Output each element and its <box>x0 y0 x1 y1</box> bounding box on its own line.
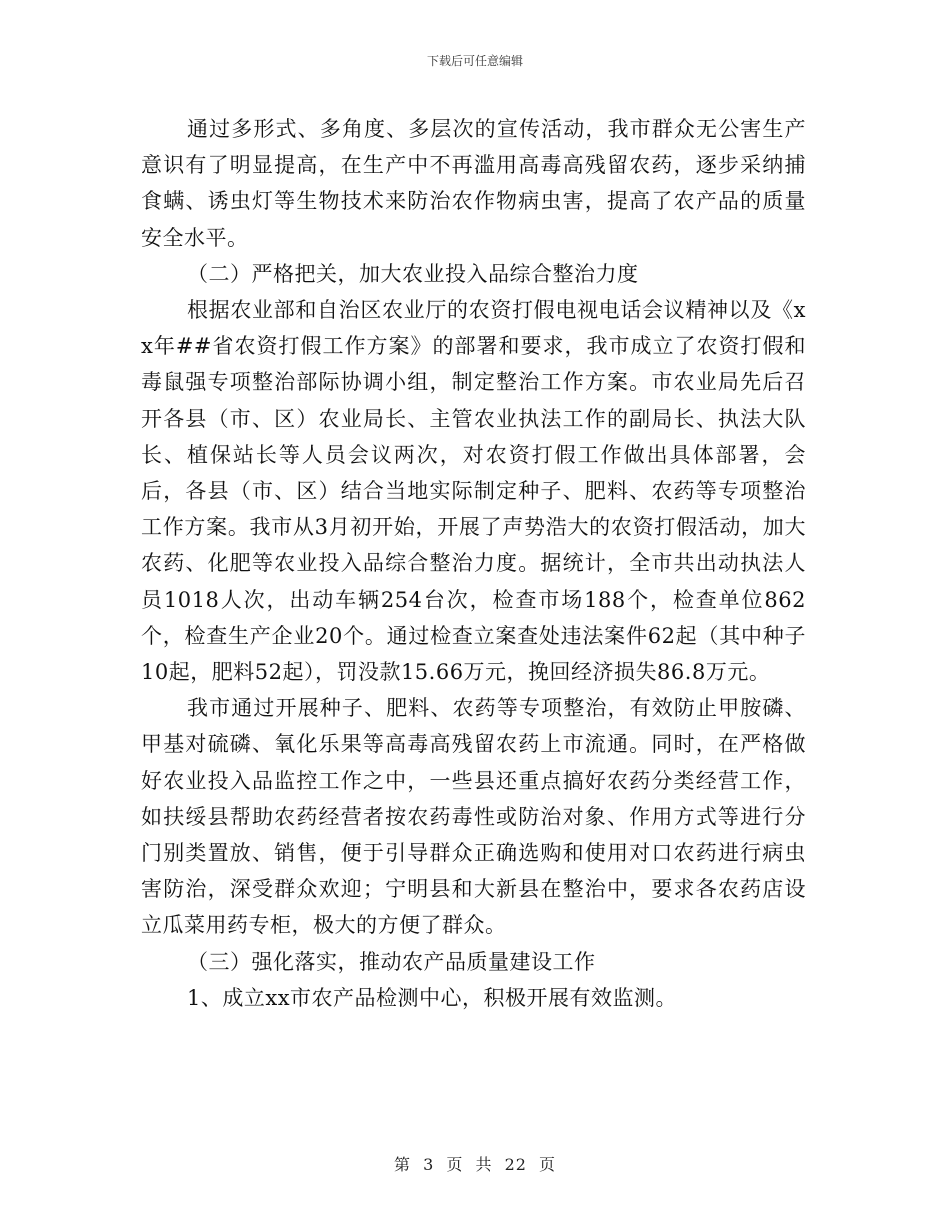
total-label: 共 <box>475 1155 493 1174</box>
section-heading-two: （二）严格把关，加大农业投入品综合整治力度 <box>187 261 639 286</box>
paragraph-publicity-results: 通过多形式、多角度、多层次的宣传活动，我市群众无公害生产意识有了明显提高，在生产中不再滥用高毒高残留农药，逐步采纳捕食螨、诱虫灯等生物技术来防治农作物病虫害，提高了农产品的质量安全水平。 <box>141 117 806 250</box>
paragraph-testing-center: 1、成立xx市农产品检测中心，积极开展有效监测。 <box>187 985 678 1010</box>
paragraph-agri-input-rectification: 根据农业部和自治区农业厅的农资打假电视电话会议精神以及《xx年##省农资打假工作方案》的部署和要求，我市成立了农资打假和毒鼠强专项整治部际协调小组，制定整治工作方案。市农业局先后召开各县（市、区）农业局长、主管农业执法工作的副局长、执法大队长、植保站长等人员会议两次，对农资打假工作做出具体部署，会后，各县（市、区）结合当地实际制定种子、肥料、农药等专项整治工作方案。我市从3月初开始，开展了声势浩大的农资打假活动，加大农药、化肥等农业投入品综合整治力度。据统计，全市共出动执法人员1018人次，出动车辆254台次，检查市场188个，检查单位862个，检查生产企业20个。通过检查立案查处违法案件62起（其中种子10起，肥料52起），罚没款15.66万元，挽回经济损失86.8万元。 <box>141 298 806 685</box>
section-heading-three: （三）强化落实，推动农产品质量建设工作 <box>187 949 596 974</box>
document-body <box>141 111 806 1016</box>
current-page-number: 3 <box>423 1155 435 1174</box>
total-pages-number: 22 <box>504 1155 527 1174</box>
page-label-mid: 页 <box>446 1155 464 1174</box>
page-label-prefix: 第 <box>393 1155 411 1174</box>
page-header: 下载后可任意编辑 <box>426 54 523 68</box>
paragraph-pesticide-management: 我市通过开展种子、肥料、农药等专项整治，有效防止甲胺磷、甲基对硫磷、氧化乐果等高毒高残留农药上市流通。同时，在严格做好农业投入品监控工作之中，一些县还重点搞好农药分类经营工作，如扶绥县帮助农药经营者按农药毒性或防治对象、作用方式等进行分门别类置放、销售，便于引导群众正确选购和使用对口农药进行病虫害防治，深受群众欢迎；宁明县和大新县在整治中，要求各农药店设立瓜菜用药专柜，极大的方便了群众。 <box>141 696 806 938</box>
page-footer <box>0 1155 950 1175</box>
page-label-suffix: 页 <box>539 1155 557 1174</box>
